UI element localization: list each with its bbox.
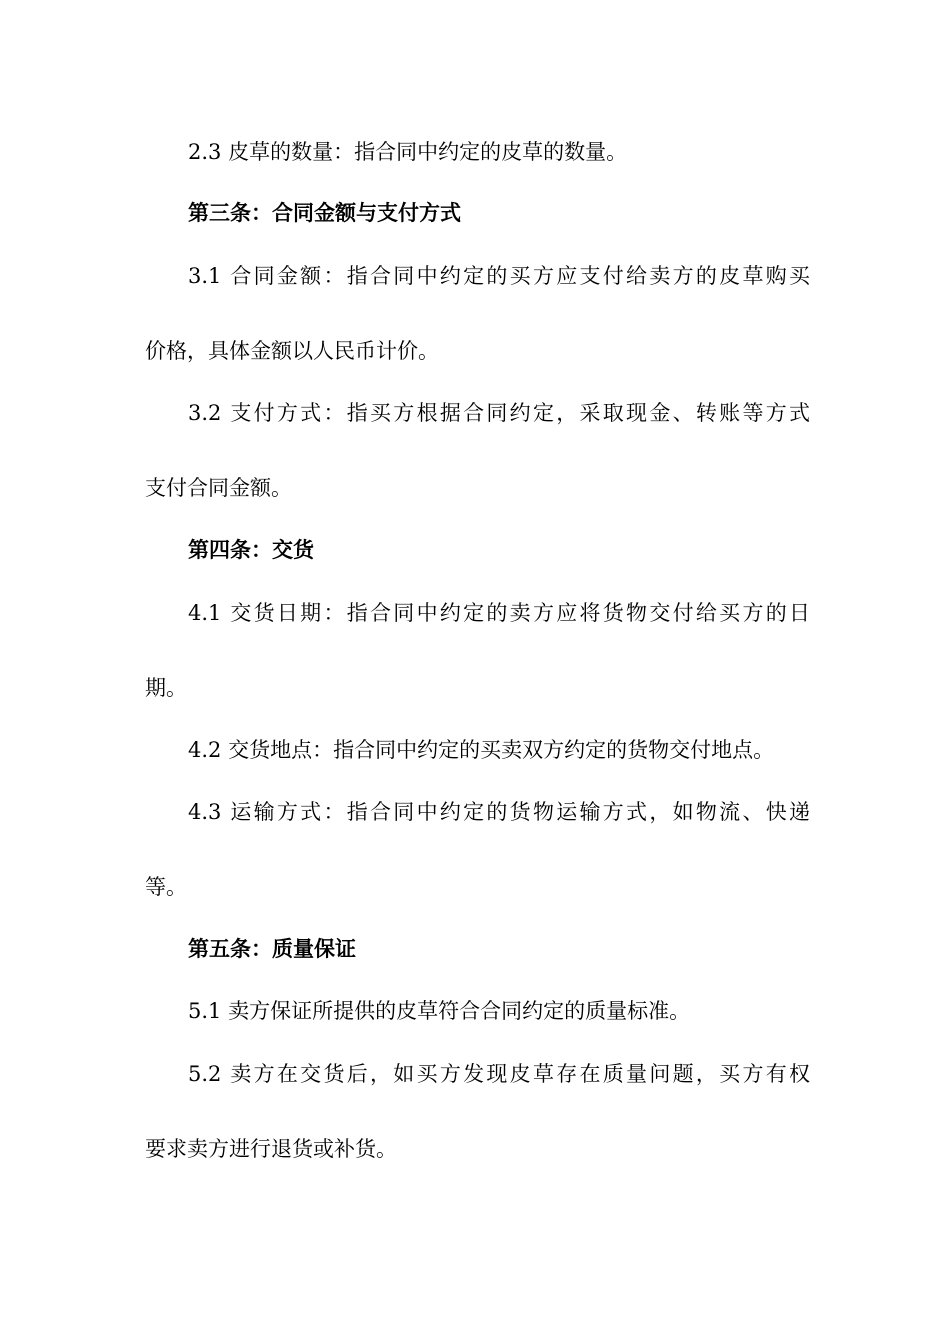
article-3-heading: 第三条：合同金额与支付方式 (188, 201, 461, 225)
clause-4-1-line-1: 4.1 交货日期：指合同中约定的卖方应将货物交付给买方的日 (188, 601, 810, 625)
clause-3-2-line-2: 支付合同金额。 (145, 476, 292, 500)
clause-3-1-line-2: 价格，具体金额以人民币计价。 (145, 339, 439, 363)
clause-5-1: 5.1 卖方保证所提供的皮草符合合同约定的质量标准。 (188, 999, 691, 1023)
clause-3-1-line-1: 3.1 合同金额：指合同中约定的买方应支付给卖方的皮草购买 (188, 264, 810, 288)
clause-4-2: 4.2 交货地点：指合同中约定的买卖双方约定的货物交付地点。 (188, 738, 775, 762)
clause-4-3-line-2: 等。 (145, 875, 187, 899)
article-5-heading: 第五条：质量保证 (188, 937, 356, 961)
article-4-heading: 第四条：交货 (188, 538, 314, 562)
clause-3-2-line-1: 3.2 支付方式：指买方根据合同约定，采取现金、转账等方式 (188, 401, 810, 425)
clause-4-3-line-1: 4.3 运输方式：指合同中约定的货物运输方式，如物流、快递 (188, 800, 810, 824)
clause-5-2-line-1: 5.2 卖方在交货后，如买方发现皮草存在质量问题，买方有权 (188, 1062, 810, 1086)
clause-5-2-line-2: 要求卖方进行退货或补货。 (145, 1137, 397, 1161)
clause-2-3: 2.3 皮草的数量：指合同中约定的皮草的数量。 (188, 140, 628, 164)
clause-4-1-line-2: 期。 (145, 676, 187, 700)
